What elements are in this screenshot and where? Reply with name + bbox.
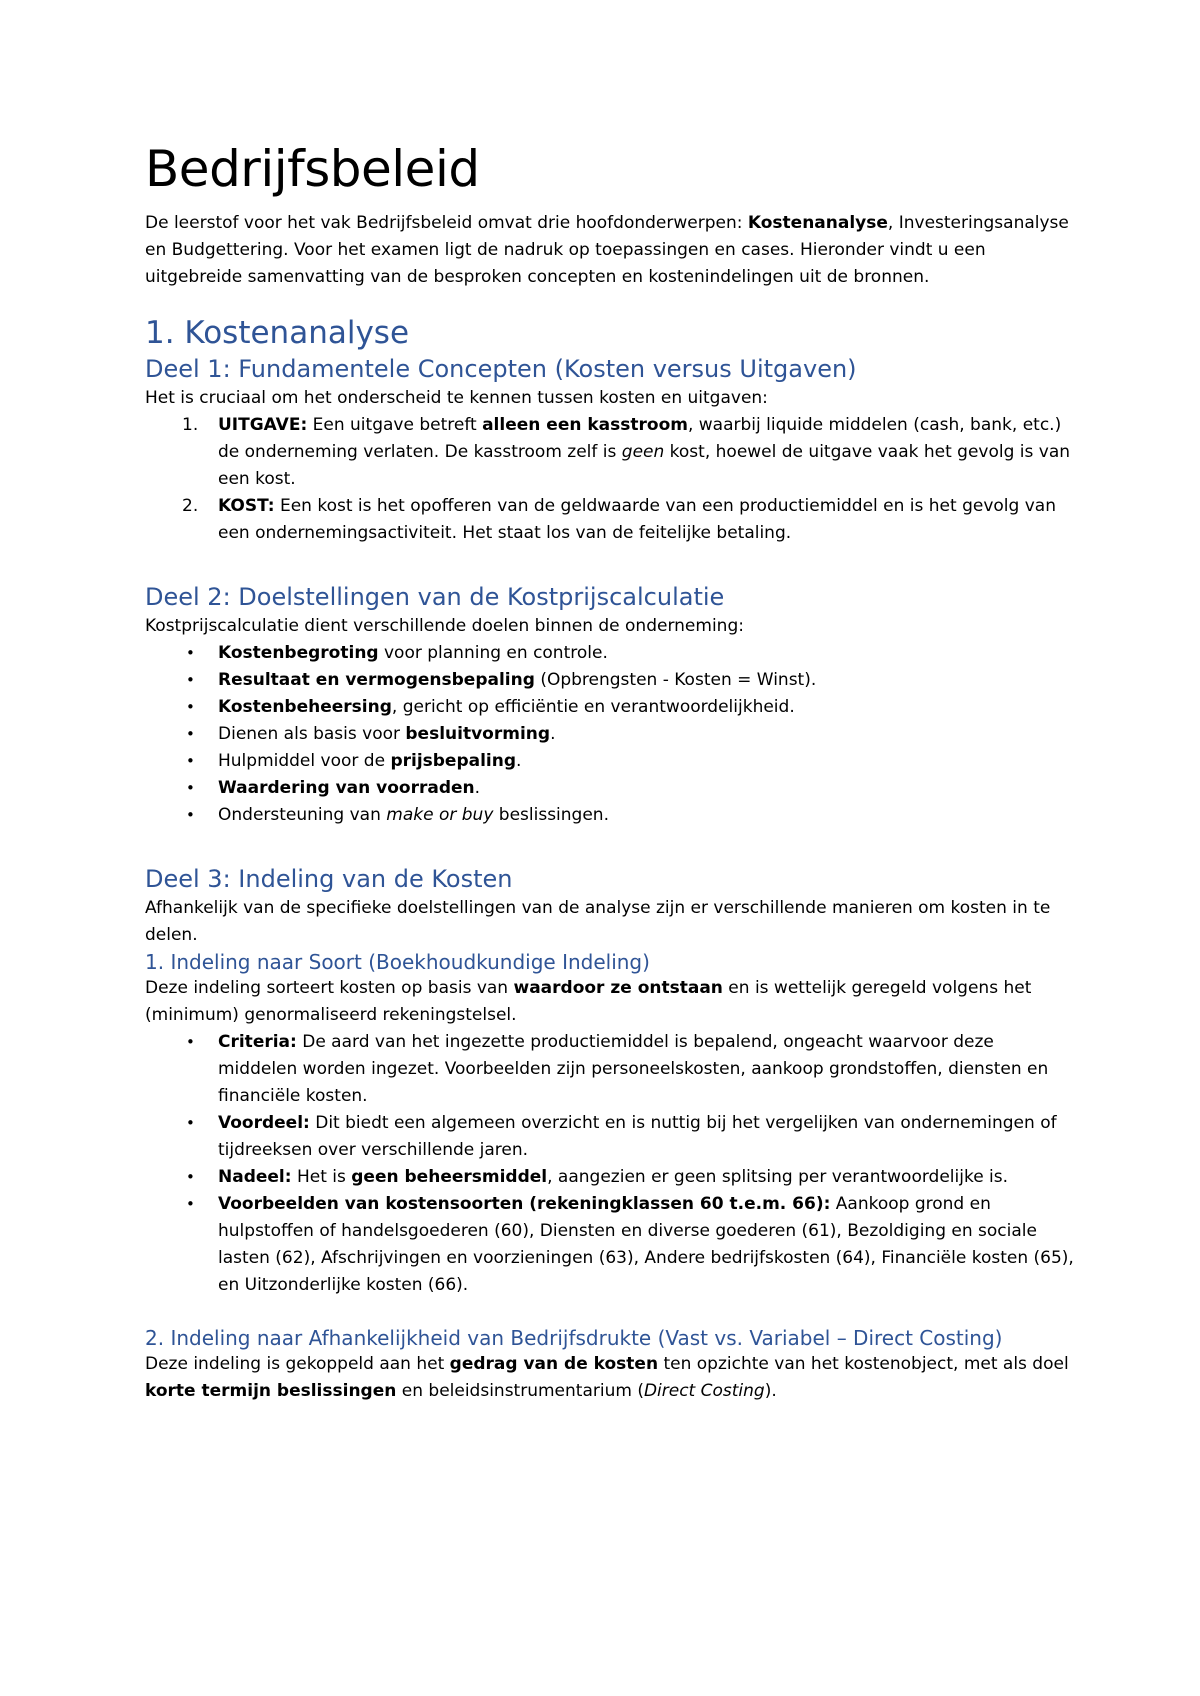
heading-indeling-bedrijfsdrukte: 2. Indeling naar Afhankelijkheid van Bedrijfsdrukte (Vast vs. Variabel – Direct Costing)	[145, 1326, 1003, 1350]
heading-deel-1: Deel 1: Fundamentele Concepten (Kosten versus Uitgaven)	[145, 355, 857, 383]
list-item	[145, 802, 1075, 829]
item-text: Dienen als basis voor	[218, 724, 406, 744]
list-item	[145, 721, 1075, 748]
item-bold: Resultaat en vermogensbepaling	[218, 670, 535, 690]
item-text: , aangezien er geen splitsing per verantwoordelijke is.	[547, 1167, 1009, 1187]
bullet-icon: •	[186, 806, 195, 824]
bullet-icon: •	[186, 1168, 195, 1186]
sub2-paragraph	[145, 1351, 1075, 1405]
sub2-bold: gedrag van de kosten	[449, 1354, 659, 1374]
item-text: Ondersteuning van	[218, 805, 387, 825]
bullet-icon: •	[186, 752, 195, 770]
sub2-bold: korte termijn beslissingen	[145, 1381, 397, 1401]
sub1-bold: waardoor ze ontstaan	[513, 978, 723, 998]
item-bold: Waardering van voorraden	[218, 778, 475, 798]
list-item	[145, 1164, 1075, 1191]
item-bold: prijsbepaling	[390, 751, 517, 771]
bullet-icon: •	[186, 698, 195, 716]
item-text: , waarbij liquide middelen (cash, bank, etc.) de onderneming verlaten. De kasstroom zelf is	[218, 415, 1062, 462]
item-text: kost, hoewel de uitgave vaak het gevolg is van een kost.	[218, 442, 1071, 489]
item-text: beslissingen.	[493, 805, 609, 825]
intro-text: De leerstof voor het vak Bedrijfsbeleid omvat drie hoofdonderwerpen:	[145, 213, 748, 233]
intro-bold: Kostenanalyse	[747, 213, 888, 233]
sub1-text: Deze indeling sorteert kosten op basis van	[145, 978, 514, 998]
document-title: Bedrijfsbeleid	[145, 140, 480, 198]
sub1-list	[145, 1029, 1075, 1299]
item-text: Het is	[291, 1167, 352, 1187]
list-item	[145, 493, 1075, 547]
list-item	[145, 775, 1075, 802]
bullet-icon: •	[186, 671, 195, 689]
sub2-text: ten opzichte van het kostenobject, met als doel	[658, 1354, 1069, 1374]
item-bold: Kostenbeheersing	[218, 697, 392, 717]
deel1-list	[145, 412, 1075, 547]
heading-deel-2: Deel 2: Doelstellingen van de Kostprijscalculatie	[145, 583, 725, 611]
item-italic: make or buy	[386, 805, 494, 825]
item-bold: alleen een kasstroom	[482, 415, 688, 435]
item-text: De aard van het ingezette productiemiddel is bepalend, ongeacht waarvoor deze middelen worden ingezet. Voorbeelden zijn personeelskosten, aankoop grondstoffen, diensten en financiële kosten.	[218, 1032, 1049, 1106]
item-bold: Voorbeelden van kostensoorten (rekeningklassen 60 t.e.m. 66):	[218, 1194, 831, 1214]
item-text: .	[474, 778, 481, 798]
heading-deel-3: Deel 3: Indeling van de Kosten	[145, 865, 513, 893]
list-item	[145, 640, 1075, 667]
item-text: Hulpmiddel voor de	[218, 751, 391, 771]
item-text: Een uitgave betreft	[307, 415, 483, 435]
bullet-icon: •	[186, 644, 195, 662]
list-number: 1.	[182, 415, 199, 435]
heading-indeling-soort: 1. Indeling naar Soort (Boekhoudkundige Indeling)	[145, 950, 650, 974]
list-item	[145, 1110, 1075, 1164]
item-text: Dit biedt een algemeen overzicht en is nuttig bij het vergelijken van ondernemingen of tijdreeksen over verschillende jaren.	[218, 1113, 1057, 1160]
list-item	[145, 412, 1075, 493]
deel3-intro: Afhankelijk van de specifieke doelstellingen van de analyse zijn er verschillende manieren om kosten in te delen.	[145, 898, 1051, 945]
sub2-italic: Direct Costing	[643, 1381, 765, 1401]
section-heading-kostenanalyse: 1. Kostenanalyse	[145, 315, 410, 351]
list-item	[145, 694, 1075, 721]
list-number: 2.	[182, 496, 199, 516]
intro-paragraph	[145, 210, 1075, 291]
sub2-text: en beleidsinstrumentarium (	[396, 1381, 644, 1401]
sub2-text: Deze indeling is gekoppeld aan het	[145, 1354, 450, 1374]
item-label: KOST:	[218, 496, 275, 516]
sub1-paragraph	[145, 975, 1075, 1029]
item-bold: geen beheersmiddel	[351, 1167, 548, 1187]
bullet-icon: •	[186, 1114, 195, 1132]
item-text: .	[550, 724, 556, 744]
item-bold: Criteria:	[218, 1032, 297, 1052]
item-bold: Nadeel:	[218, 1167, 292, 1187]
item-text: Aankoop grond en hulpstoffen of handelsgoederen (60), Diensten en diverse goederen (61), Bezoldiging en sociale lasten (62), Afschrijvingen en voorzieningen (63), Andere bedrijfskosten (64), Financiële kosten (65), en Uitzonderlijke kosten (66).	[218, 1194, 1074, 1295]
item-text: , gericht op efficiëntie en verantwoordelijkheid.	[391, 697, 795, 717]
bullet-icon: •	[186, 725, 195, 743]
bullet-icon: •	[186, 1195, 195, 1213]
deel2-list	[145, 640, 1075, 829]
item-bold: besluitvorming	[405, 724, 551, 744]
item-text: .	[516, 751, 522, 771]
item-italic: geen	[621, 442, 665, 462]
document-page	[145, 140, 1075, 1405]
deel1-intro: Het is cruciaal om het onderscheid te kennen tussen kosten en uitgaven:	[145, 388, 768, 408]
intro-text: , Investeringsanalyse en Budgettering. Voor het examen ligt de nadruk op toepassingen en cases. Hieronder vindt u een uitgebreide samenvatting van de besproken concepten en kostenindelingen uit de bronnen.	[145, 213, 1069, 287]
sub2-text: ).	[764, 1381, 777, 1401]
sub1-text: en is wettelijk geregeld volgens het (minimum) genormaliseerd rekeningstelsel.	[145, 978, 1032, 1025]
item-text: voor planning en controle.	[378, 643, 608, 663]
item-bold: Kostenbegroting	[218, 643, 379, 663]
deel2-intro: Kostprijscalculatie dient verschillende doelen binnen de onderneming:	[145, 616, 744, 636]
bullet-icon: •	[186, 779, 195, 797]
item-label: UITGAVE:	[218, 415, 308, 435]
item-text: (Opbrengsten - Kosten = Winst).	[534, 670, 817, 690]
list-item	[145, 1029, 1075, 1110]
list-item	[145, 1191, 1075, 1299]
bullet-icon: •	[186, 1033, 195, 1051]
item-text: Een kost is het opofferen van de geldwaarde van een productiemiddel en is het gevolg van een ondernemingsactiviteit. Het staat los van de feitelijke betaling.	[218, 496, 1056, 543]
list-item	[145, 667, 1075, 694]
item-bold: Voordeel:	[218, 1113, 310, 1133]
list-item	[145, 748, 1075, 775]
